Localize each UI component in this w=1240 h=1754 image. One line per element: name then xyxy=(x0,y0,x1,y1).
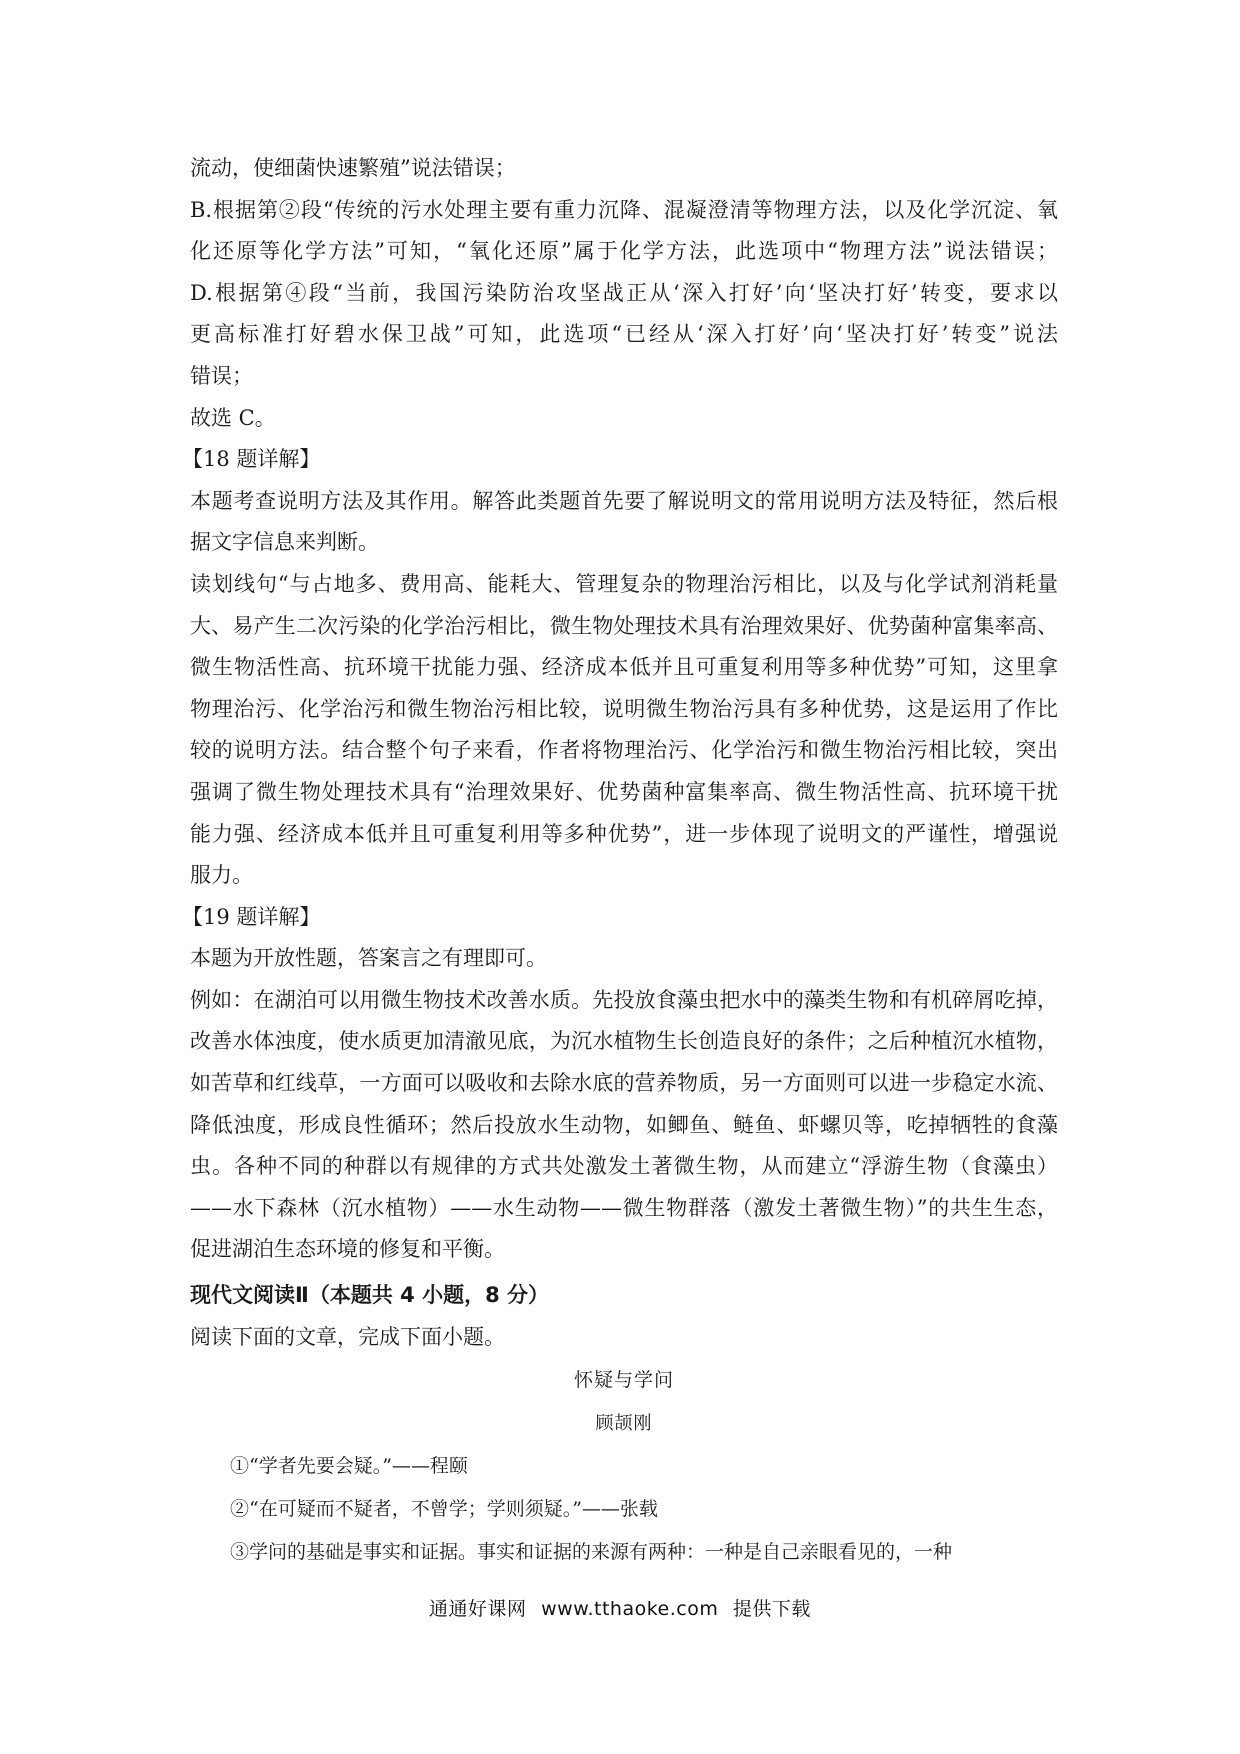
document-page xyxy=(182,148,1058,1574)
text-line: 据文字信息来判断。 xyxy=(190,530,379,555)
question-18-heading: 【18 题详解】 xyxy=(182,447,321,472)
text-line: 改善水体浊度，使水质更加清澈见底，为沉水植物生长创造良好的条件；之后种植沉水植物， xyxy=(190,1029,1058,1054)
text-line: 例如：在湖泊可以用微生物技术改善水质。先投放食藻虫把水中的藻类生物和有机碎屑吃掉， xyxy=(190,987,1058,1012)
text-line: 如苦草和红线草，一方面可以吸收和去除水底的营养物质，另一方面则可以进一步稳定水流、 xyxy=(190,1071,1058,1096)
text-line: 更高标准打好碧水保卫战”可知，此选项“已经从‘深入打好’向‘坚决打好’转变”说法 xyxy=(190,322,1058,347)
text-line: 物理治污、化学治污和微生物治污相比较，说明微生物治污具有多种优势，这是运用了作比 xyxy=(190,696,1058,721)
article-title: 怀疑与学问 xyxy=(573,1368,674,1391)
text-line: 错误； xyxy=(190,363,253,388)
article-paragraph: ②“在可疑而不疑者，不曾学；学则须疑。”——张载 xyxy=(230,1497,658,1520)
footer-note: 提供下载 xyxy=(732,1598,811,1620)
text-line: D.根据第④段“当前，我国污染防治攻坚战正从‘深入打好’向‘坚决打好’转变，要求以 xyxy=(190,280,1058,305)
text-line: 流动，使细菌快速繁殖”说法错误； xyxy=(190,156,516,180)
footer-url: www.tthaoke.com xyxy=(541,1598,719,1620)
text-line: ——水下森林（沉水植物）——水生动物——微生物群落（激发土著微生物）”的共生生态， xyxy=(190,1195,1058,1220)
text-line: 降低浊度，形成良性循环；然后投放水生动物，如鲫鱼、鲢鱼、虾螺贝等，吃掉牺牲的食藻 xyxy=(190,1112,1058,1137)
article-paragraph: ①“学者先要会疑。”——程颐 xyxy=(230,1454,468,1477)
text-line: 大、易产生二次污染的化学治污相比，微生物处理技术具有治理效果好、优势菌种富集率高、 xyxy=(190,613,1058,638)
section-title: 现代文阅读Ⅱ（本题共 4 小题，8 分） xyxy=(190,1283,549,1308)
text-line: B.根据第②段“传统的污水处理主要有重力沉降、混凝澄清等物理方法，以及化学沉淀、氧 xyxy=(190,197,1058,222)
text-line: 服力。 xyxy=(190,863,253,888)
text-line: 微生物活性高、抗环境干扰能力强、经济成本低并且可重复利用等多种优势”可知，这里拿 xyxy=(190,655,1058,680)
text-line: 强调了微生物处理技术具有“治理效果好、优势菌种富集率高、微生物活性高、抗环境干扰 xyxy=(190,779,1058,804)
section-instruction: 阅读下面的文章，完成下面小题。 xyxy=(190,1325,505,1350)
question-19-heading: 【19 题详解】 xyxy=(182,904,321,929)
text-line: 故选 C。 xyxy=(190,405,276,430)
text-line: 化还原等化学方法”可知，“氧化还原”属于化学方法，此选项中“物理方法”说法错误； xyxy=(190,239,1058,264)
article-author: 顾颉刚 xyxy=(595,1412,653,1434)
article-paragraph: ③学问的基础是事实和证据。事实和证据的来源有两种：一种是自己亲眼看见的，一种 xyxy=(230,1540,953,1563)
text-line: 本题考查说明方法及其作用。解答此类题首先要了解说明文的常用说明方法及特征，然后根 xyxy=(190,488,1058,513)
text-line: 本题为开放性题，答案言之有理即可。 xyxy=(190,946,547,971)
text-line: 促进湖泊生态环境的修复和平衡。 xyxy=(190,1237,505,1262)
text-line: 读划线句“与占地多、费用高、能耗大、管理复杂的物理治污相比，以及与化学试剂消耗量 xyxy=(190,571,1058,596)
text-line: 能力强、经济成本低并且可重复利用等多种优势”，进一步体现了说明文的严谨性，增强说 xyxy=(190,821,1058,846)
page-footer xyxy=(0,1594,1240,1621)
text-line: 较的说明方法。结合整个句子来看，作者将物理治污、化学治污和微生物治污相比较，突出 xyxy=(190,738,1058,763)
footer-site-name: 通通好课网 xyxy=(429,1598,527,1620)
text-line: 虫。各种不同的种群以有规律的方式共处激发土著微生物，从而建立“浮游生物（食藻虫） xyxy=(190,1154,1058,1179)
